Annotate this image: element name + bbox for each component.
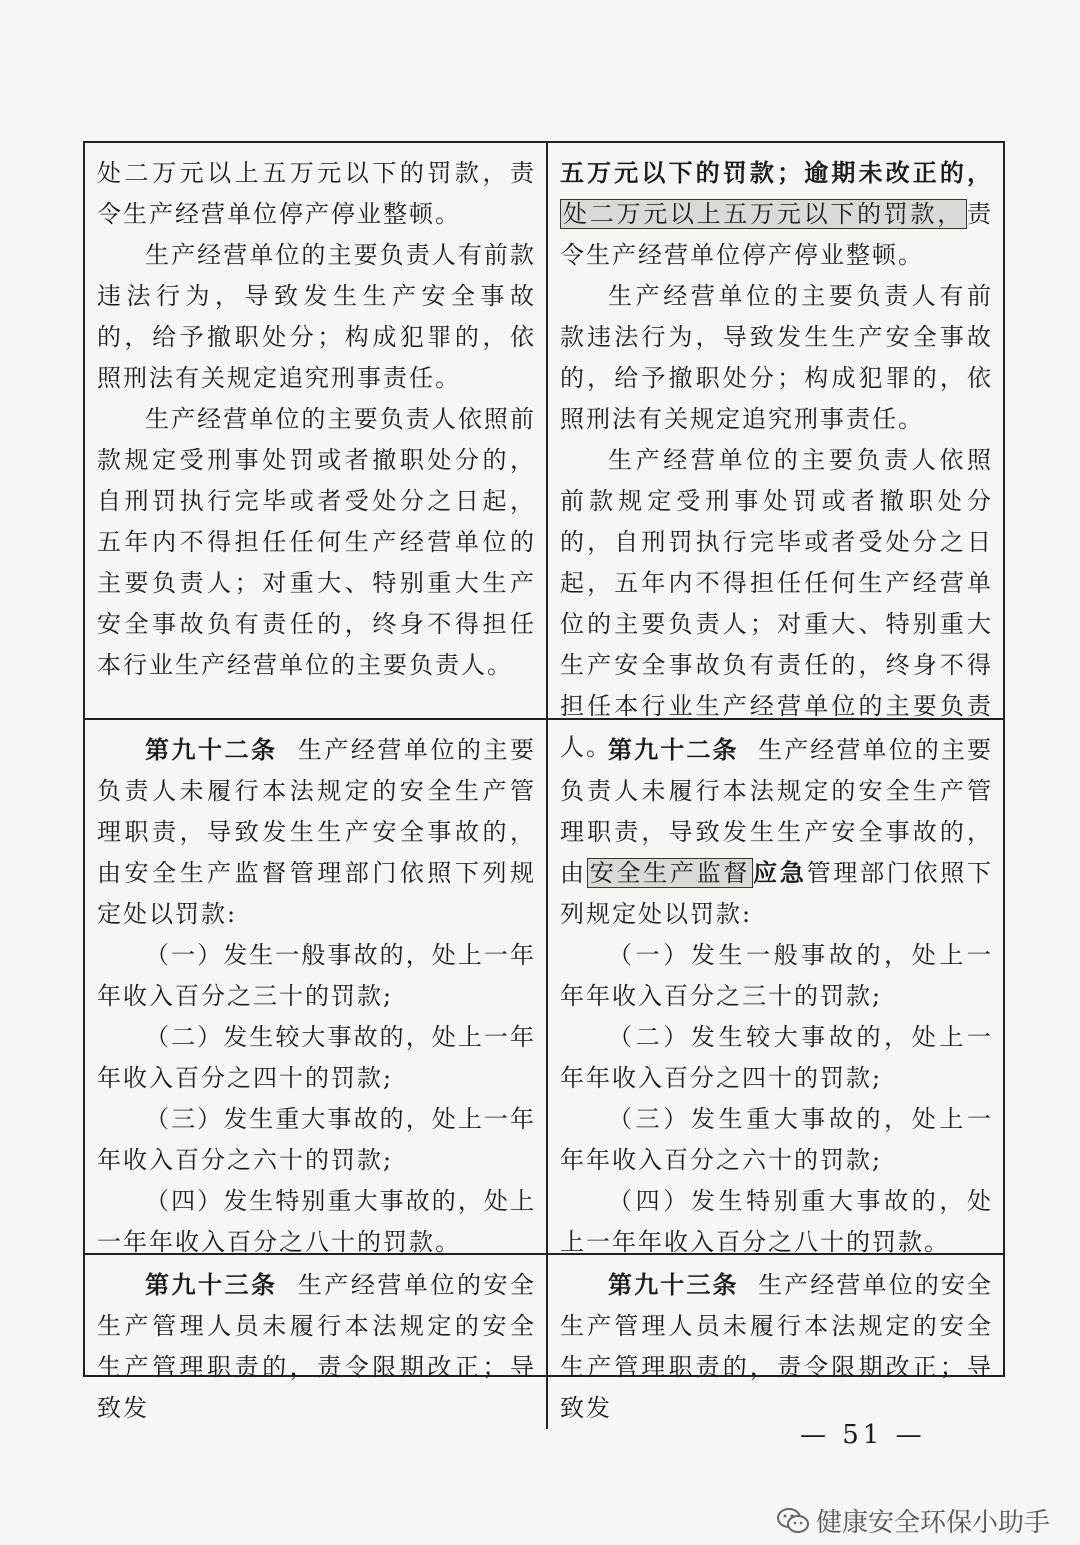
list-item: （二）发生较大事故的，处上一年年收入百分之四十的罚款;	[97, 1023, 536, 1092]
row1-left-p3: 生产经营单位的主要负责人依照前款规定受刑事处罚或者撤职处分的，自刑罚执行完毕或者受处分之日起，五年内不得担任任何生产经营单位的主要负责人；对重大、特别重大生产安全事故负有责任的，终身不得担任本行业生产经营单位的主要负责人。	[97, 405, 536, 679]
page-number: — 51 —	[800, 1420, 926, 1450]
list-item: （一）发生一般事故的，处上一年年收入百分之三十的罚款;	[97, 941, 536, 1010]
highlighted-text: 处二万元以上五万元以下的罚款，	[560, 199, 967, 229]
row1-left-cell	[85, 143, 548, 720]
article-text: 生产经营单位的安全生产管理人员未履行本法规定的安全生产管理职责的，责令限期改正；导致发	[97, 1271, 536, 1422]
row2-right-intro	[560, 730, 993, 935]
row2-left-cell	[85, 720, 548, 1255]
article-title: 第九十二条	[145, 736, 278, 764]
row3-right-cell	[548, 1255, 1003, 1429]
article-intro-b: 管理部门依照下列规定处以罚款:	[560, 859, 994, 928]
amended-bold-text: 应急	[753, 859, 807, 887]
comparison-table	[83, 141, 1005, 1422]
article-title: 第九十三条	[145, 1271, 278, 1299]
list-item: （三）发生重大事故的，处上一年年收入百分之六十的罚款;	[560, 1105, 993, 1174]
watermark-text: 健康安全环保小助手	[815, 1508, 1050, 1538]
row3-left-text	[97, 1265, 536, 1429]
list-item: （二）发生较大事故的，处上一年年收入百分之四十的罚款;	[560, 1023, 993, 1092]
list-item: （三）发生重大事故的，处上一年年收入百分之六十的罚款;	[97, 1105, 536, 1174]
row1-right-p1-tail: 责令生产经营单位停产停业整顿。	[560, 200, 993, 269]
row1-right-p3: 生产经营单位的主要负责人依照前款规定受刑事处罚或者撤职处分的，自刑罚执行完毕或者受处分之日起，五年内不得担任任何生产经营单位的主要负责人；对重大、特别重大生产安全事故负有责任的，终身不得担任本行业生产经营单位的主要负责人。	[560, 446, 993, 761]
list-item: （四）发生特别重大事故的，处上一年年收入百分之八十的罚款。	[560, 1187, 993, 1256]
row1-left-p1: 处二万元以上五万元以下的罚款，责令生产经营单位停产停业整顿。	[97, 159, 536, 228]
row1-right-p1	[560, 153, 993, 276]
list-item: （四）发生特别重大事故的，处上一年年收入百分之八十的罚款。	[97, 1187, 536, 1256]
article-text: 生产经营单位的安全生产管理人员未履行本法规定的安全生产管理职责的，责令限期改正；导致发	[560, 1271, 994, 1422]
row1-right-p2: 生产经营单位的主要负责人有前款违法行为，导致发生生产安全事故的，给予撤职处分；构成犯罪的，依照刑法有关规定追究刑事责任。	[560, 282, 993, 433]
row2-right-cell	[548, 720, 1003, 1255]
row2-left-intro	[97, 730, 536, 935]
article-intro-a: 生产经营单位的主要负责人未履行本法规定的安全生产管理职责，导致发生生产安全事故的，由	[560, 736, 994, 887]
article-title: 第九十二条	[608, 736, 739, 764]
amended-bold-text: 五万元以下的罚款；逾期未改正的，	[560, 159, 993, 187]
row1-left-p2: 生产经营单位的主要负责人有前款违法行为，导致发生生产安全事故的，给予撤职处分；构成犯罪的，依照刑法有关规定追究刑事责任。	[97, 241, 536, 392]
highlighted-text: 安全生产监督	[587, 858, 753, 888]
article-title: 第九十三条	[608, 1271, 739, 1299]
row3-left-cell	[85, 1255, 548, 1429]
article-intro: 生产经营单位的主要负责人未履行本法规定的安全生产管理职责，导致发生生产安全事故的，由安全生产监督管理部门依照下列规定处以罚款:	[97, 736, 536, 928]
wechat-icon	[776, 1507, 810, 1535]
watermark	[776, 1502, 1050, 1539]
list-item: （一）发生一般事故的，处上一年年收入百分之三十的罚款;	[560, 941, 993, 1010]
row3-right-text	[560, 1265, 993, 1429]
